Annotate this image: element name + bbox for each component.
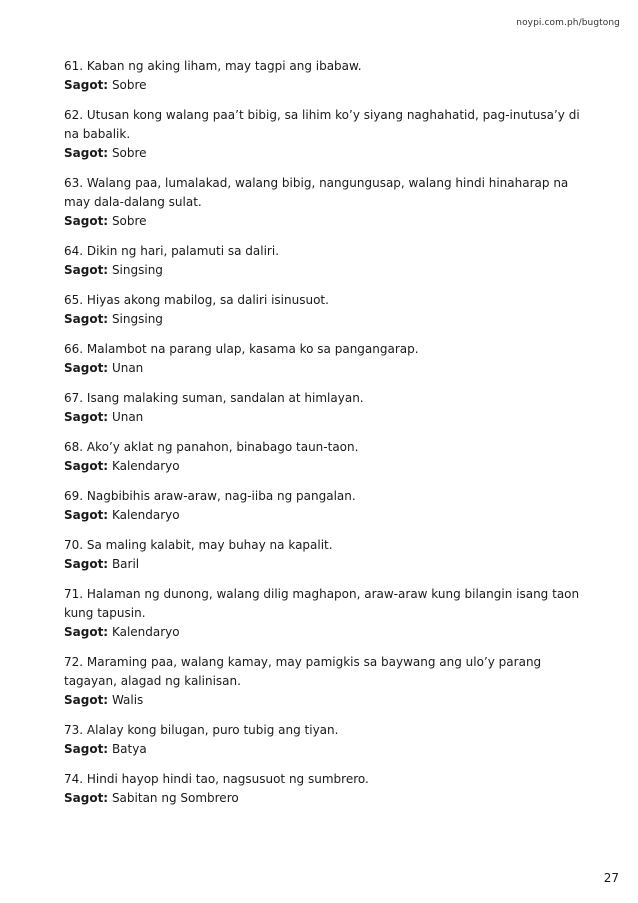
answer-label: Sagot:	[64, 557, 109, 571]
riddle-answer-row	[64, 261, 584, 280]
riddle-answer: Kalendaryo	[111, 508, 180, 522]
riddle-item	[64, 585, 584, 642]
riddle-question: 68. Ako’y aklat ng panahon, binabago taun-taon.	[64, 440, 359, 454]
answer-label: Sagot:	[64, 410, 109, 424]
riddle-list	[64, 57, 584, 819]
riddle-answer: Unan	[111, 410, 144, 424]
riddle-question: 66. Malambot na parang ulap, kasama ko sa pangangarap.	[64, 342, 419, 356]
riddle-answer: Singsing	[111, 263, 163, 277]
answer-label: Sagot:	[64, 146, 109, 160]
answer-label: Sagot:	[64, 625, 109, 639]
riddle-answer: Sobre	[111, 214, 147, 228]
riddle-item	[64, 389, 584, 427]
riddle-answer-row	[64, 408, 584, 427]
riddle-answer-row	[64, 623, 584, 642]
riddle-item	[64, 487, 584, 525]
riddle-item	[64, 242, 584, 280]
riddle-answer-row	[64, 457, 584, 476]
riddle-item	[64, 57, 584, 95]
answer-label: Sagot:	[64, 791, 109, 805]
riddle-answer: Batya	[111, 742, 147, 756]
answer-label: Sagot:	[64, 312, 109, 326]
riddle-answer-row	[64, 740, 584, 759]
riddle-answer-row	[64, 310, 584, 329]
riddle-answer: Baril	[111, 557, 140, 571]
riddle-item	[64, 536, 584, 574]
riddle-answer: Singsing	[111, 312, 163, 326]
answer-label: Sagot:	[64, 508, 109, 522]
riddle-item	[64, 106, 584, 163]
riddle-answer: Walis	[111, 693, 144, 707]
riddle-question: 71. Halaman ng dunong, walang dilig maghapon, araw-araw kung bilangin isang taon kung tapusin.	[64, 587, 580, 620]
riddle-question: 73. Alalay kong bilugan, puro tubig ang tiyan.	[64, 723, 339, 737]
riddle-answer: Sobre	[111, 146, 147, 160]
riddle-question: 74. Hindi hayop hindi tao, nagsusuot ng sumbrero.	[64, 772, 369, 786]
riddle-answer-row	[64, 76, 584, 95]
answer-label: Sagot:	[64, 742, 109, 756]
answer-label: Sagot:	[64, 78, 109, 92]
riddle-answer-row	[64, 506, 584, 525]
riddle-answer: Sobre	[111, 78, 147, 92]
riddle-item	[64, 770, 584, 808]
riddle-question: 63. Walang paa, lumalakad, walang bibig, nangungusap, walang hindi hinaharap na may dala-dalang sulat.	[64, 176, 569, 209]
riddle-answer-row	[64, 144, 584, 163]
riddle-answer: Kalendaryo	[111, 459, 180, 473]
source-url: noypi.com.ph/bugtong	[516, 18, 620, 28]
answer-label: Sagot:	[64, 361, 109, 375]
page-number: 27	[603, 871, 619, 885]
riddle-question: 61. Kaban ng aking liham, may tagpi ang ibabaw.	[64, 59, 362, 73]
answer-label: Sagot:	[64, 693, 109, 707]
riddle-answer-row	[64, 212, 584, 231]
riddle-item	[64, 174, 584, 231]
riddle-answer: Kalendaryo	[111, 625, 180, 639]
answer-label: Sagot:	[64, 459, 109, 473]
riddle-answer-row	[64, 555, 584, 574]
answer-label: Sagot:	[64, 263, 109, 277]
riddle-item	[64, 291, 584, 329]
riddle-question: 70. Sa maling kalabit, may buhay na kapalit.	[64, 538, 333, 552]
riddle-answer: Sabitan ng Sombrero	[111, 791, 239, 805]
riddle-answer-row	[64, 359, 584, 378]
riddle-answer: Unan	[111, 361, 144, 375]
riddle-question: 65. Hiyas akong mabilog, sa daliri isinusuot.	[64, 293, 329, 307]
riddle-question: 67. Isang malaking suman, sandalan at himlayan.	[64, 391, 364, 405]
riddle-item	[64, 438, 584, 476]
riddle-answer-row	[64, 691, 584, 710]
riddle-answer-row	[64, 789, 584, 808]
riddle-item	[64, 653, 584, 710]
riddle-question: 72. Maraming paa, walang kamay, may pamigkis sa baywang ang ulo’y parang tagayan, alagad ng kalinisan.	[64, 655, 542, 688]
riddle-item	[64, 721, 584, 759]
riddle-question: 69. Nagbibihis araw-araw, nag-iiba ng pangalan.	[64, 489, 356, 503]
riddle-item	[64, 340, 584, 378]
riddle-question: 62. Utusan kong walang paa’t bibig, sa lihim ko’y siyang naghahatid, pag-inutusa’y di na babalik.	[64, 108, 580, 141]
answer-label: Sagot:	[64, 214, 109, 228]
riddle-question: 64. Dikin ng hari, palamuti sa daliri.	[64, 244, 280, 258]
